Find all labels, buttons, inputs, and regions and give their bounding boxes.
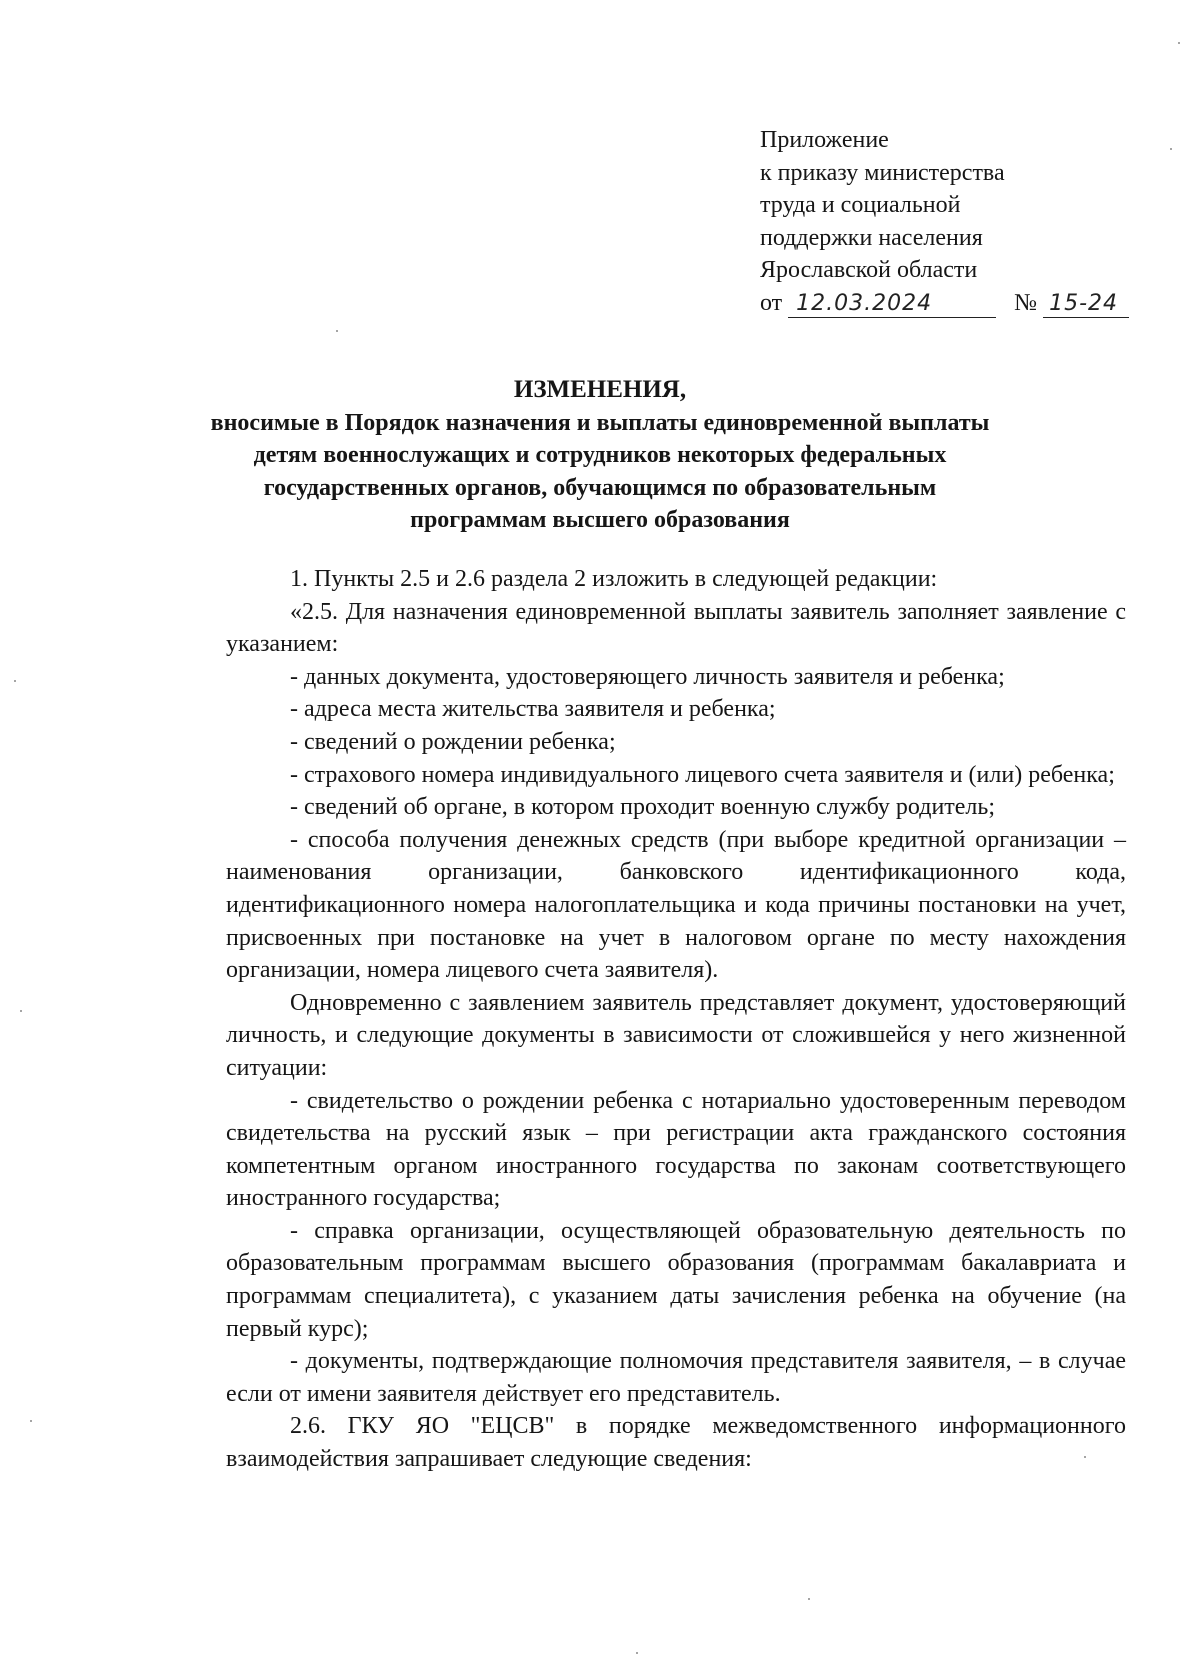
list-item: - данных документа, удостоверяющего личность заявителя и ребенка;: [290, 663, 1005, 690]
appendix-line: Ярославской области: [760, 257, 978, 283]
date-prefix: от: [760, 289, 783, 316]
list-item: - документы, подтверждающие полномочия представителя заявителя, – в случае если от имени заявителя действует его представитель.: [226, 1348, 1126, 1407]
list-item: - сведений об органе, в котором проходит военную службу родитель;: [290, 794, 996, 821]
appendix-line: к приказу министерства: [760, 159, 1005, 186]
order-date-number-line: [760, 287, 1129, 320]
title-subtitle-line: государственных органов, обучающимся по образовательным: [263, 474, 937, 501]
handwritten-number: 15-24: [1049, 290, 1119, 316]
list-item: - сведений о рождении ребенка;: [290, 728, 616, 755]
handwritten-date: 12.03.2024: [796, 290, 933, 316]
scan-speck: [636, 1652, 638, 1654]
scan-speck: [1178, 42, 1180, 44]
number-prefix: №: [1014, 289, 1038, 316]
appendix-line: труда и социальной: [760, 192, 961, 218]
scan-speck: [14, 680, 16, 682]
body-paragraph: Одновременно с заявлением заявитель представляет документ, удостоверяющий личность, и следующие документы в зависимости от сложившейся у него жизненной ситуации:: [226, 989, 1126, 1081]
scan-speck: [1170, 148, 1172, 150]
scan-speck: [20, 1010, 22, 1012]
list-item: - способа получения денежных средств (при выборе кредитной организации – наименования организации, банковского идентификационного кода, идентификационного номера налогоплательщика и кода причины постановки на учет, присвоенных при постановке на учет в налоговом органе по месту нахождения организации, номера лицевого счета заявителя).: [226, 826, 1126, 984]
list-item: - страхового номера индивидуального лицевого счета заявителя и (или) ребенка;: [290, 761, 1115, 788]
list-item: - справка организации, осуществляющей образовательную деятельность по образовательным программам высшего образования (программам бакалавриата и программам специалитета), с указанием даты зачисления ребенка на обучение (на первый курс);: [226, 1217, 1126, 1342]
body-paragraph: «2.5. Для назначения единовременной выплаты заявитель заполняет заявление с указанием:: [226, 598, 1126, 658]
list-item: - свидетельство о рождении ребенка с нотариально удостоверенным переводом свидетельства на русский язык – при регистрации акта гражданского состояния компетентным органом иностранного государства по законам соответствующего иностранного государства;: [226, 1087, 1126, 1212]
handwritten-number-field: [1043, 290, 1129, 318]
list-item: - адреса места жительства заявителя и ребенка;: [290, 696, 776, 723]
title-heading: ИЗМЕНЕНИЯ,: [513, 376, 687, 403]
appendix-block: [760, 124, 1129, 319]
scan-speck: [336, 330, 338, 332]
title-subtitle-line: вносимые в Порядок назначения и выплаты единовременной выплаты: [210, 409, 990, 436]
document-title: [200, 374, 1000, 537]
scan-speck: [30, 1420, 32, 1422]
title-subtitle-line: программам высшего образования: [410, 507, 790, 533]
appendix-line: Приложение: [760, 127, 889, 153]
appendix-line: поддержки населения: [760, 224, 983, 251]
body-paragraph: 2.6. ГКУ ЯО "ЕЦСВ" в порядке межведомственного информационного взаимодействия запрашивает следующие сведения:: [226, 1413, 1126, 1473]
scan-speck: [1084, 1456, 1086, 1458]
document-body: [226, 563, 1126, 1476]
scan-speck: [808, 1598, 810, 1600]
body-paragraph: 1. Пункты 2.5 и 2.6 раздела 2 изложить в следующей редакции:: [290, 566, 938, 592]
title-subtitle-line: детям военнослужащих и сотрудников некоторых федеральных: [253, 442, 947, 468]
handwritten-date-field: [788, 290, 996, 318]
